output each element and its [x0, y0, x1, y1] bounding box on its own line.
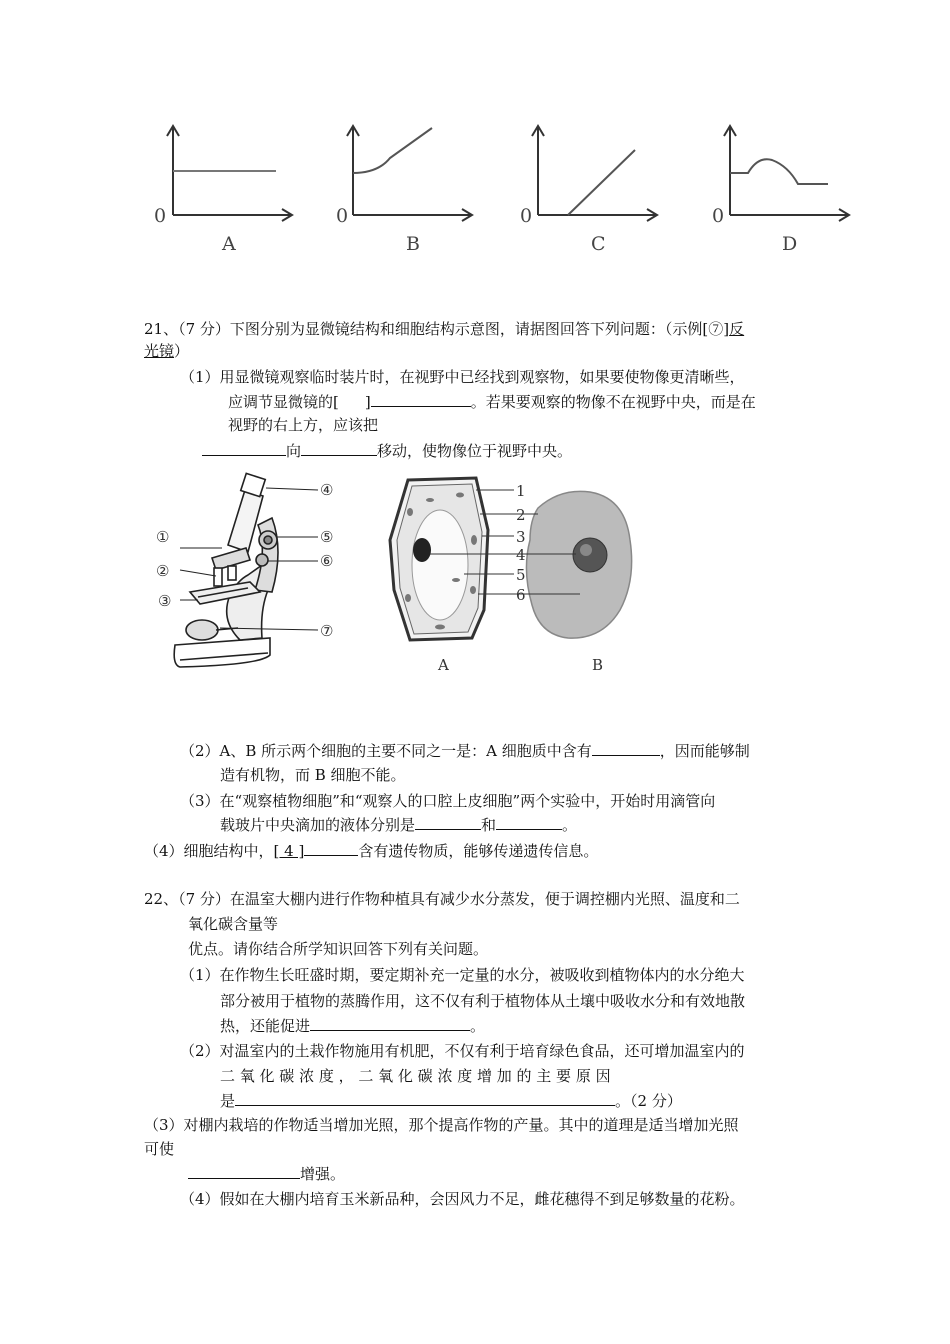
graph-c-label: C — [591, 233, 606, 255]
q22-p1-line2: 部分被用于植物的蒸腾作用，这不仅有利于植物体从土壤中吸收水分和有效地散 — [220, 992, 746, 1010]
cell-label-5: 5 — [516, 566, 526, 584]
q21-p1-line3: 视野的右上方，应该把 — [228, 416, 379, 434]
cell-label-6: 6 — [516, 586, 526, 604]
q22-p2-line3: 是 。（2 分） — [220, 1092, 682, 1110]
graph-b-label: B — [406, 233, 420, 255]
graph-b — [347, 126, 472, 221]
q21-p1-line1: （1）用显微镜观察临时装片时，在视野中已经找到观察物，如果要使物像更清晰些， — [180, 368, 745, 386]
microscope-base — [174, 638, 270, 667]
graph-a-label: A — [222, 233, 236, 255]
q21-p4: （4）细胞结构中，[ 4 ] 含有遗传物质，能够传递遗传信息。 — [144, 842, 599, 860]
cell-label-3: 3 — [516, 528, 526, 546]
graph-c-curve — [568, 150, 635, 215]
cell-label-4: 4 — [516, 546, 526, 564]
q22-blank-transport[interactable] — [310, 1015, 470, 1031]
microscope-figure — [150, 470, 350, 680]
microscope-label-3: ③ — [158, 592, 172, 610]
graph-c-origin: 0 — [520, 205, 533, 227]
microscope-label-5: ⑤ — [320, 528, 334, 546]
microscope-leader-2 — [180, 570, 216, 576]
q21-blank-structure[interactable] — [304, 840, 358, 856]
q21-blank-move-direction[interactable] — [301, 440, 377, 456]
q22-p1-line3: 热，还能促进 。 — [220, 1017, 486, 1035]
q21-p2-line2: 造有机物，而 B 细胞不能。 — [220, 766, 406, 784]
microscope-objective-1 — [214, 568, 222, 586]
plant-cell-vacuole — [412, 510, 468, 620]
q21-p3-line1: （3）在“观察植物细胞”和“观察人的口腔上皮细胞”两个实验中，开始时用滴管向 — [180, 792, 716, 810]
q22-p3-line2: 可使 — [144, 1140, 175, 1158]
cell-a-caption: A — [438, 656, 449, 674]
q22-p1-line1: （1）在作物生长旺盛时期，要定期补充一定量的水分，被吸收到植物体内的水分绝大 — [180, 966, 745, 984]
cell-label-2: 2 — [516, 506, 526, 524]
q22-p3-line1: （3）对棚内栽培的作物适当增加光照，那个提高作物的产量。其中的道理是适当增加光照 — [144, 1116, 739, 1134]
microscope-label-2: ② — [156, 562, 170, 580]
microscope-leader-4 — [266, 488, 318, 490]
q22-blank-photosynthesis[interactable] — [188, 1163, 300, 1179]
graph-a-origin: 0 — [154, 205, 167, 227]
q22-line2: 氧化碳含量等 — [188, 915, 279, 933]
q21-blank-part-name[interactable] — [371, 391, 471, 407]
q22-line1: 22、（7 分）在温室大棚内进行作物种植具有减少水分蒸发，便于调控棚内光照、温度和二 — [144, 890, 740, 908]
microscope-label-6: ⑥ — [320, 552, 334, 570]
cell-label-1: 1 — [516, 482, 526, 500]
microscope-mirror — [186, 620, 218, 640]
microscope-tube — [228, 490, 263, 552]
q22-p4: （4）假如在大棚内培育玉米新品种，会因风力不足，雌花穗得不到足够数量的花粉。 — [180, 1190, 745, 1208]
q21-blank-move-object[interactable] — [202, 440, 286, 456]
microscope-coarse-knob-center — [264, 536, 272, 544]
plant-cell-nucleus — [413, 538, 431, 562]
animal-cell-nucleus — [573, 538, 607, 572]
q21-p1-line4: 向 移动，使物像位于视野中央。 — [202, 440, 572, 462]
q21-p2-line1: （2）A、B 所示两个细胞的主要不同之一是：A 细胞质中含有 ，因而能够制 — [180, 742, 750, 760]
cell-b-caption: B — [592, 656, 604, 674]
q22-p2-line1: （2）对温室内的土栽作物施用有机肥，不仅有利于培育绿色食品，还可增加温室内的 — [180, 1042, 745, 1060]
graph-c — [532, 126, 657, 221]
q22-line3: 优点。请你结合所学知识回答下列有关问题。 — [188, 940, 489, 958]
animal-cell-nucleus-highlight — [580, 544, 592, 556]
q22-p2-line2: 二 氧 化 碳 浓 度 ， 二 氧 化 碳 浓 度 增 加 的 主 要 原 因 — [220, 1067, 611, 1085]
q21-blank-organelle[interactable] — [592, 740, 660, 756]
microscope-label-4: ④ — [320, 481, 334, 499]
microscope-objective-2 — [228, 566, 236, 580]
q21-header: 21、（7 分）下图分别为显微镜结构和细胞结构示意图，请据图回答下列问题：（示例[⑦]反 — [144, 320, 745, 338]
q21-blank-liquid-human[interactable] — [496, 814, 562, 830]
q21-p3-line2: 载玻片中央滴加的液体分别是 和 。 — [220, 816, 578, 834]
animal-cell-b — [526, 491, 631, 638]
microscope-label-7: ⑦ — [320, 622, 334, 640]
graph-d — [724, 126, 849, 221]
q21-header-cont: 光镜） — [144, 342, 190, 360]
graph-d-label: D — [782, 233, 798, 255]
graph-d-origin: 0 — [712, 205, 725, 227]
graph-a — [167, 126, 292, 221]
plant-cell-a — [390, 478, 488, 640]
q21-p1-line2: 应调节显微镜的[ ] 。若果要观察的物像不在视野中央，而是在 — [228, 393, 756, 411]
cell-figure — [380, 470, 645, 680]
graph-b-curve — [353, 128, 432, 173]
graph-b-origin: 0 — [336, 205, 349, 227]
q22-p3-line3: 增强。 — [188, 1163, 345, 1185]
q22-blank-co2-reason[interactable] — [235, 1090, 615, 1106]
q21-blank-liquid-plant[interactable] — [415, 814, 481, 830]
microscope-label-1: ① — [156, 528, 170, 546]
graph-d-curve — [730, 159, 828, 184]
graphs-figure — [140, 118, 860, 263]
microscope-fine-knob — [256, 554, 268, 566]
